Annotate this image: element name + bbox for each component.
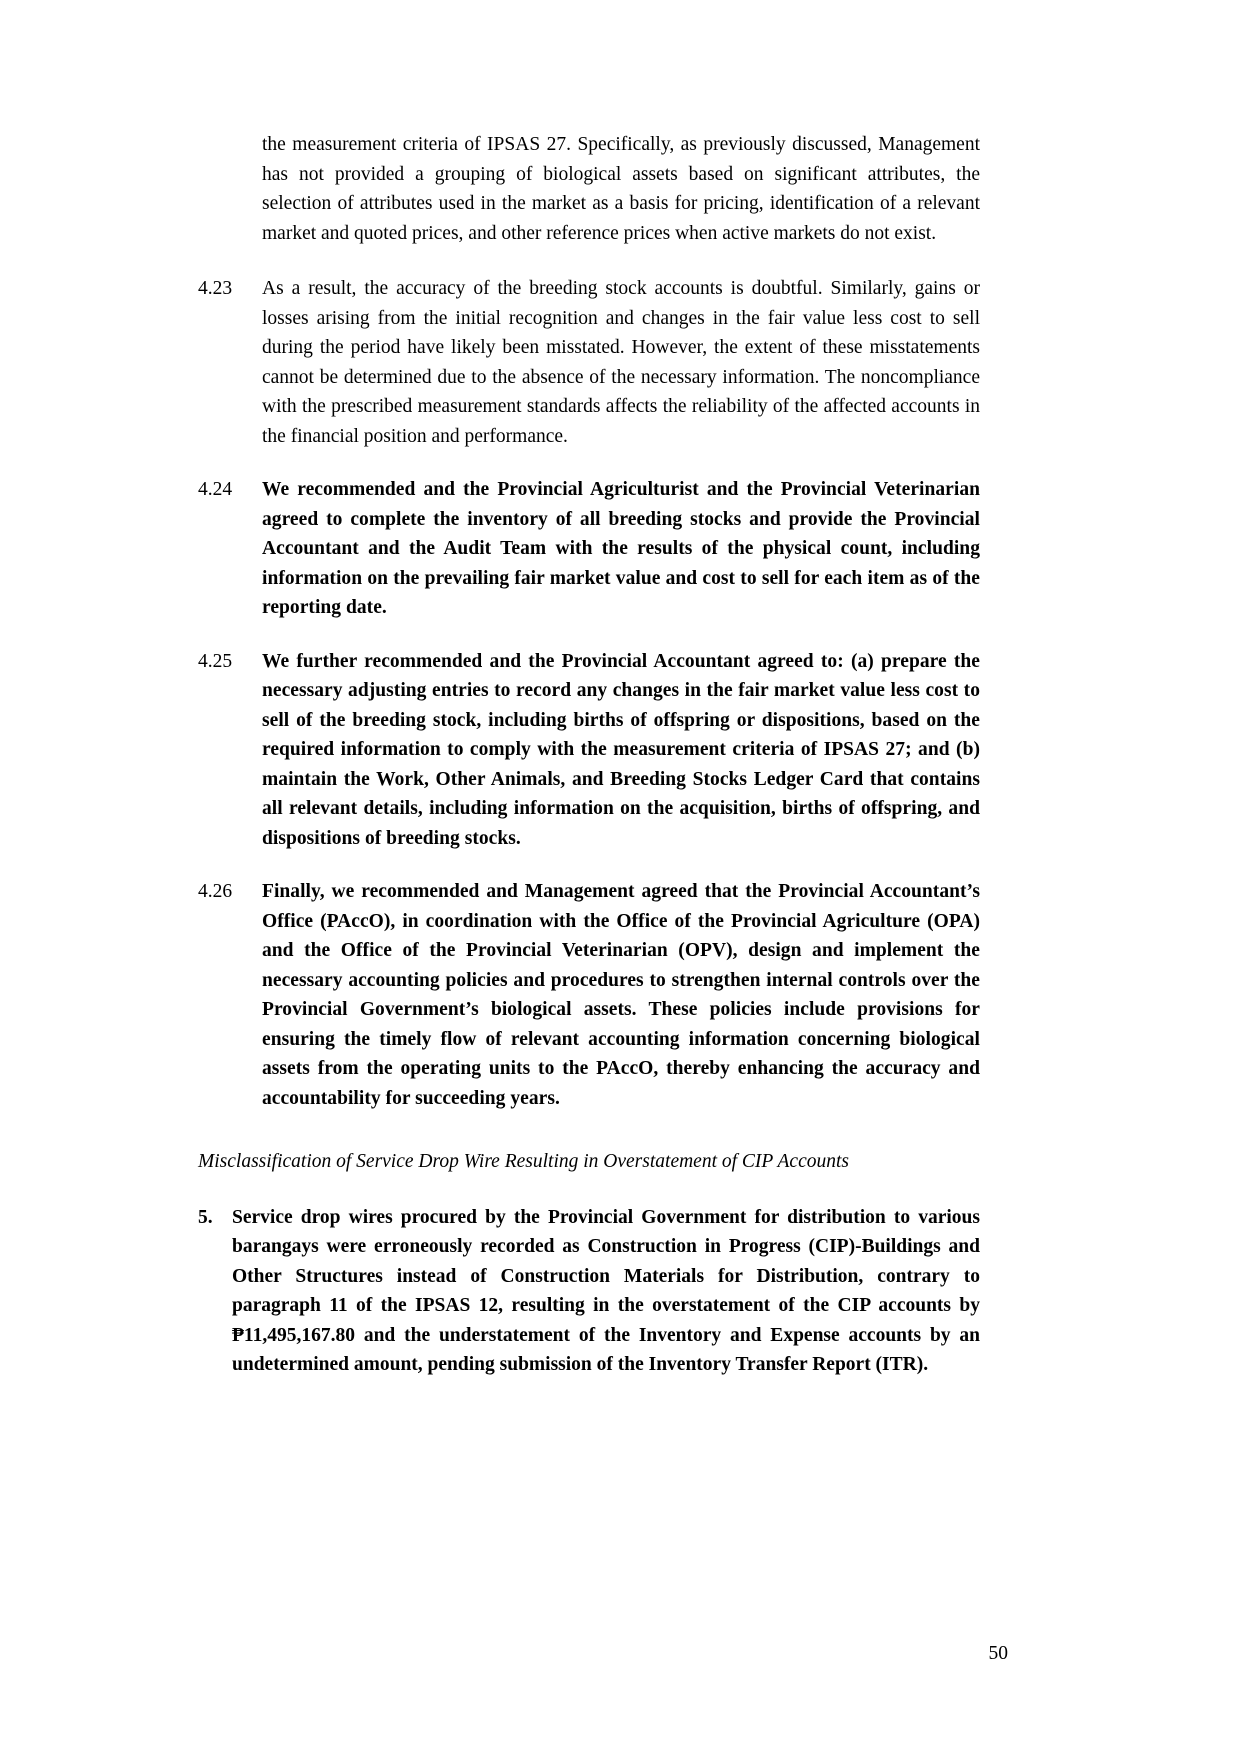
page-number: 50 xyxy=(988,1643,1008,1664)
paragraph-text: We recommended and the Provincial Agriculturist and the Provincial Veterinarian agreed to complete the inventory of all breeding stocks and provide the Provincial Accountant and the Audit Team with the results of the physical count, including information on the prevailing fair market value and cost to sell for each item as of the reporting date. xyxy=(262,479,980,618)
section-text: Service drop wires procured by the Provincial Government for distribution to various barangays were erroneously recorded as Construction in Progress (CIP)-Buildings and Other Structures instead of Construction Materials for Distribution, contrary to paragraph 11 of the IPSAS 12, resulting in the overstatement of the CIP accounts by ₱11,495,167.80 and the understatement of the Inventory and Expense accounts by an undetermined amount, pending submission of the Inventory Transfer Report (ITR). xyxy=(232,1206,980,1375)
section-heading: Misclassification of Service Drop Wire Resulting in Overstatement of CIP Accounts xyxy=(198,1151,849,1172)
paragraph-number: 4.25 xyxy=(198,650,233,672)
section-number: 5. xyxy=(198,1206,213,1228)
paragraph-number: 4.23 xyxy=(198,278,233,299)
paragraph-text: As a result, the accuracy of the breeding stock accounts is doubtful. Similarly, gains or losses arising from the initial recognition and changes in the fair value less cost to sell during the period have likely been misstated. However, the extent of these misstatements cannot be determined due to the absence of the necessary information. The noncompliance with the prescribed measurement standards affects the reliability of the affected accounts in the financial position and performance. xyxy=(262,278,980,447)
page-body xyxy=(180,130,980,1380)
paragraph-text: Finally, we recommended and Management agreed that the Provincial Accountant’s Office (PAccO), in coordination with the Office of the Provincial Agriculture (OPA) and the Office of the Provincial Veterinarian (OPV), design and implement the necessary accounting policies and procedures to strengthen internal controls over the Provincial Government’s biological assets. These policies include provisions for ensuring the timely flow of relevant accounting information concerning biological assets from the operating units to the PAccO, thereby enhancing the accuracy and accountability for succeeding years. xyxy=(262,881,980,1109)
paragraph-4-25 xyxy=(180,647,980,854)
paragraph-4-23 xyxy=(180,274,980,451)
paragraph-4-24 xyxy=(180,475,980,623)
section-5 xyxy=(198,1203,980,1380)
paragraph-number: 4.24 xyxy=(198,479,233,500)
continuation-paragraph: the measurement criteria of IPSAS 27. Specifically, as previously discussed, Management has not provided a grouping of biological assets based on significant attributes, the selection of attributes used in the market as a basis for pricing, identification of a relevant market and quoted prices, and other reference prices when active markets do not exist. xyxy=(262,134,980,244)
paragraph-4-26 xyxy=(180,877,980,1113)
paragraph-number: 4.26 xyxy=(198,881,233,902)
paragraph-text: We further recommended and the Provincial Accountant agreed to: (a) prepare the necessary adjusting entries to record any changes in the fair market value less cost to sell of the breeding stock, including births of offspring or dispositions, based on the required information to comply with the measurement criteria of IPSAS 27; and (b) maintain the Work, Other Animals, and Breeding Stocks Ledger Card that contains all relevant details, including information on the acquisition, births of offspring, and dispositions of breeding stocks. xyxy=(262,650,980,849)
